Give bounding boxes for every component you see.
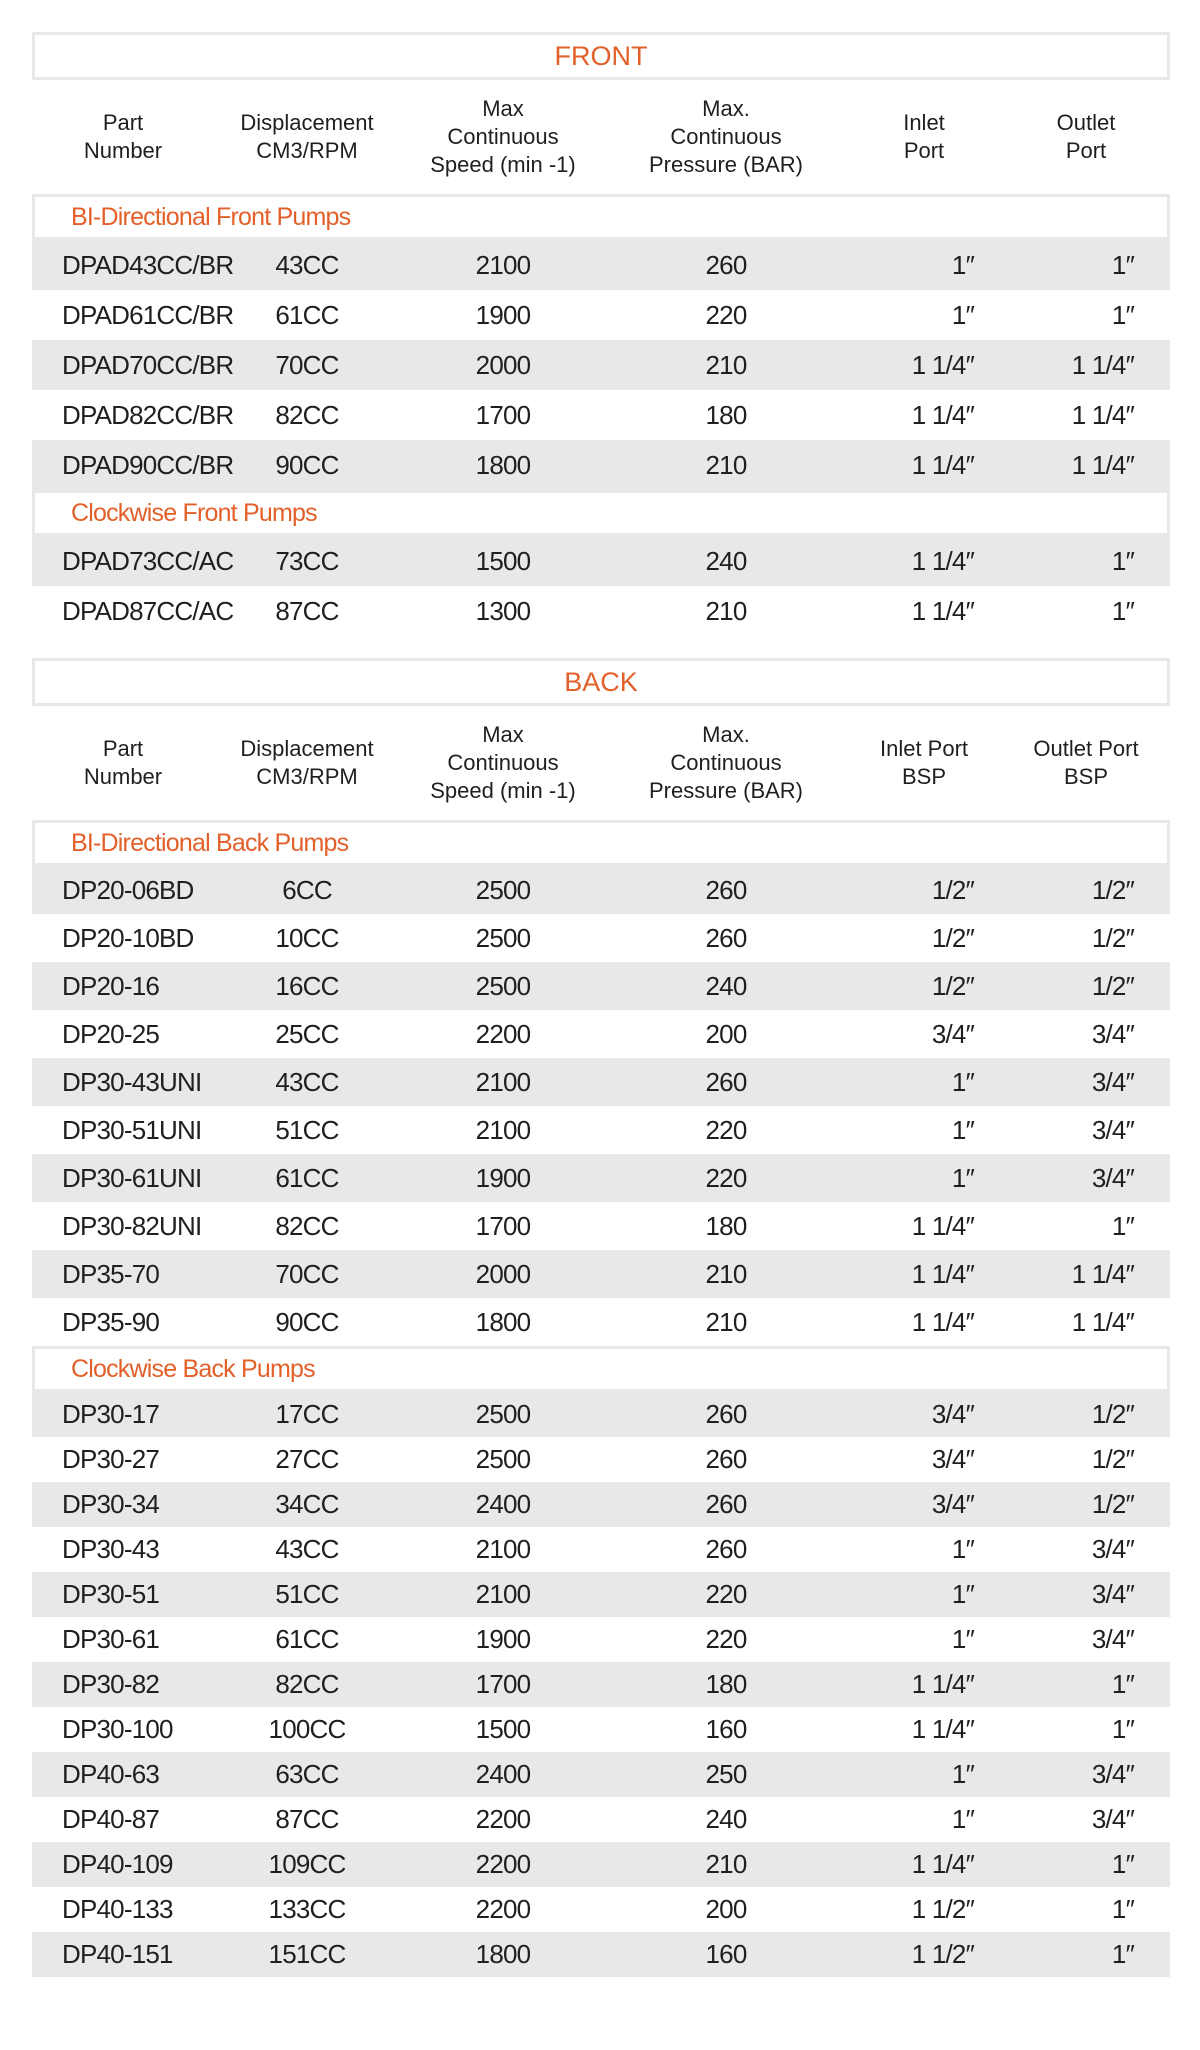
table-cell: 210 [705,1849,747,1879]
table-cell: 240 [705,1804,747,1834]
table-cell: 3/4″ [1091,1066,1134,1097]
table-row [32,914,1170,962]
table-cell: 1 1/2″ [911,1939,974,1969]
table-row [32,1202,1170,1250]
table-cell: 27CC [275,1444,339,1474]
table-cell: 260 [705,1444,747,1474]
table-cell: DP30-61 [62,1624,160,1654]
table-cell: DPAD73CC/AC [62,545,234,576]
table-cell: 1″ [1111,545,1134,576]
table-cell: 70CC [275,1258,339,1289]
table-cell: 220 [705,1579,747,1609]
table-cell: 87CC [275,595,339,626]
table-cell: 2400 [475,1759,531,1789]
table-cell: 2400 [475,1489,531,1519]
table-cell: 1 1/4″ [911,595,974,626]
header-cell: Max. Continuous Pressure (BAR) [648,722,804,803]
front-table [32,32,1170,636]
table-row [32,1392,1170,1437]
table-cell: 1 1/4″ [1071,449,1134,480]
table-cell: 2000 [475,1258,531,1289]
table-cell: 61CC [275,1624,339,1654]
table-cell: 61CC [275,299,339,330]
table-cell: 1″ [1111,1714,1134,1744]
table-cell: 1/2″ [931,970,974,1001]
table-cell: 260 [705,249,747,280]
table-cell: 3/4″ [931,1018,974,1049]
table-cell: 82CC [275,399,339,430]
table-cell: 1″ [951,1534,974,1564]
table-row [32,1010,1170,1058]
table-cell: 25CC [275,1018,339,1049]
table-cell: 2100 [475,1066,531,1097]
table-cell: 1″ [1111,1939,1134,1969]
table-cell: 1″ [951,249,974,280]
table-cell: DPAD70CC/BR [62,349,234,380]
table-row [32,390,1170,440]
table-cell: 160 [705,1939,747,1969]
table-cell: 1 1/4″ [911,1210,974,1241]
table-cell: DP20-25 [62,1018,160,1049]
table-cell: 1/2″ [1091,1399,1134,1429]
table-cell: 210 [705,449,747,480]
table-cell: 240 [705,970,747,1001]
table-row [32,1707,1170,1752]
table-cell: 1700 [475,1210,531,1241]
table-cell: DP40-151 [62,1939,173,1969]
table-cell: 2100 [475,1579,531,1609]
table-cell: 260 [705,1066,747,1097]
table-cell: 260 [705,1489,747,1519]
table-cell: 1/2″ [931,874,974,905]
table-cell: 1800 [475,449,531,480]
table-cell: DP35-90 [62,1306,160,1337]
table-cell: 43CC [275,249,339,280]
table-row [32,1250,1170,1298]
table-cell: 51CC [275,1114,339,1145]
header-cell: Max Continuous Speed (min -1) [430,96,576,177]
table-cell: 151CC [268,1939,346,1969]
table-cell: 1 1/4″ [911,1306,974,1337]
table-cell: 90CC [275,449,339,480]
table-body [32,1392,1170,1977]
table-cell: 1″ [1111,1210,1134,1241]
table-row [32,290,1170,340]
table-cell: 260 [705,1534,747,1564]
header-cell: Displacement CM3/RPM [240,736,374,789]
header-cell: Displacement CM3/RPM [240,110,374,163]
table-cell: 1900 [475,1162,531,1193]
section-title: BI-Directional Front Pumps [32,194,1170,240]
table-cell: 1″ [951,1579,974,1609]
table-cell: 1 1/4″ [1071,349,1134,380]
table-cell: 1″ [951,1804,974,1834]
table-cell: 2200 [475,1018,531,1049]
header-cell: Outlet Port [1056,110,1116,163]
table-cell: 1″ [1111,1849,1134,1879]
table-cell: 210 [705,1306,747,1337]
table-cell: 220 [705,1624,747,1654]
table-cell: 1/2″ [1091,1444,1134,1474]
header-row [32,706,1170,820]
table-cell: 3/4″ [931,1399,974,1429]
table-cell: 100CC [268,1714,346,1744]
table-cell: 1/2″ [1091,970,1134,1001]
table-cell: 1500 [475,545,531,576]
table-cell: 1 1/4″ [1071,1258,1134,1289]
table-cell: 1 1/4″ [911,349,974,380]
table-row [32,1617,1170,1662]
table-row [32,340,1170,390]
table-cell: 3/4″ [931,1444,974,1474]
table-cell: DP30-27 [62,1444,160,1474]
table-cell: DP30-43UNI [62,1066,202,1097]
table-cell: 250 [705,1759,747,1789]
table-row [32,240,1170,290]
table-body [32,536,1170,636]
table-cell: DPAD87CC/AC [62,595,234,626]
table-cell: 180 [705,399,747,430]
table-cell: 1 1/4″ [911,1258,974,1289]
table-cell: 240 [705,545,747,576]
header-cell: Part Number [83,110,163,163]
table-cell: 17CC [275,1399,339,1429]
table-cell: 3/4″ [1091,1579,1134,1609]
table-cell: 70CC [275,349,339,380]
table-cell: 3/4″ [1091,1624,1134,1654]
table-row [32,1932,1170,1977]
table-row [32,962,1170,1010]
table-row [32,1572,1170,1617]
table-cell: 1 1/4″ [911,1714,974,1744]
table-cell: 210 [705,595,747,626]
table-cell: 1″ [1111,1894,1134,1924]
table-row [32,1527,1170,1572]
header-cell: Part Number [83,736,163,789]
table-cell: 1 1/4″ [1071,399,1134,430]
table-row [32,1058,1170,1106]
table-cell: 2100 [475,1534,531,1564]
header-cell: Inlet Port [903,110,945,163]
table-cell: 160 [705,1714,747,1744]
table-cell: 1800 [475,1939,531,1969]
table-cell: DP30-61UNI [62,1162,202,1193]
table-cell: 1″ [1111,1669,1134,1699]
table-cell: 2500 [475,1399,531,1429]
table-cell: 1″ [951,1624,974,1654]
section-title: Clockwise Back Pumps [32,1346,1170,1392]
table-cell: DP30-34 [62,1489,160,1519]
table-body [32,240,1170,490]
table-cell: 1/2″ [1091,1489,1134,1519]
table-cell: 2500 [475,1444,531,1474]
table-cell: 1″ [951,299,974,330]
table-cell: 180 [705,1210,747,1241]
table-cell: DP30-43 [62,1534,160,1564]
table-cell: 82CC [275,1669,339,1699]
table-cell: 2200 [475,1894,531,1924]
table-cell: 1700 [475,1669,531,1699]
table-cell: 200 [705,1894,747,1924]
table-cell: 1″ [1111,299,1134,330]
table-cell: DP30-82UNI [62,1210,202,1241]
table-cell: 3/4″ [1091,1534,1134,1564]
table-cell: DPAD43CC/BR [62,249,234,280]
table-cell: 1/2″ [1091,922,1134,953]
table-cell: 3/4″ [931,1489,974,1519]
table-row [32,866,1170,914]
table-cell: 1700 [475,399,531,430]
table-title: BACK [32,658,1170,706]
table-cell: 82CC [275,1210,339,1241]
table-cell: DP20-16 [62,970,160,1001]
section-title: BI-Directional Back Pumps [32,820,1170,866]
table-cell: DP40-133 [62,1894,173,1924]
table-cell: 1800 [475,1306,531,1337]
table-row [32,1106,1170,1154]
table-cell: 1″ [951,1114,974,1145]
table-cell: 3/4″ [1091,1162,1134,1193]
table-cell: 1″ [951,1162,974,1193]
table-cell: 1300 [475,595,531,626]
table-cell: 1 1/4″ [1071,1306,1134,1337]
table-cell: 51CC [275,1579,339,1609]
table-row [32,440,1170,490]
table-row [32,1298,1170,1346]
table-cell: 180 [705,1669,747,1699]
table-cell: 1″ [1111,595,1134,626]
table-cell: DP40-109 [62,1849,173,1879]
table-cell: 1 1/4″ [911,545,974,576]
table-cell: 1500 [475,1714,531,1744]
table-cell: 2200 [475,1849,531,1879]
table-cell: 43CC [275,1066,339,1097]
table-cell: DP40-63 [62,1759,160,1789]
table-cell: DP30-82 [62,1669,160,1699]
table-cell: 43CC [275,1534,339,1564]
table-cell: 1/2″ [1091,874,1134,905]
table-cell: DP30-51UNI [62,1114,202,1145]
table-cell: 1 1/4″ [911,1669,974,1699]
table-cell: DPAD82CC/BR [62,399,234,430]
table-cell: DP30-100 [62,1714,173,1744]
table-cell: 2500 [475,970,531,1001]
table-cell: DP35-70 [62,1258,160,1289]
table-cell: 1900 [475,1624,531,1654]
table-cell: 1″ [1111,249,1134,280]
table-cell: 210 [705,1258,747,1289]
table-cell: DPAD61CC/BR [62,299,234,330]
header-cell: Max Continuous Speed (min -1) [430,722,576,803]
table-row [32,1842,1170,1887]
table-cell: 63CC [275,1759,339,1789]
table-cell: 16CC [275,970,339,1001]
table-row [32,1154,1170,1202]
table-cell: DPAD90CC/BR [62,449,234,480]
table-cell: 73CC [275,545,339,576]
table-body [32,866,1170,1346]
table-cell: 10CC [275,922,339,953]
table-cell: 87CC [275,1804,339,1834]
table-cell: 2500 [475,922,531,953]
table-cell: 90CC [275,1306,339,1337]
table-cell: 260 [705,874,747,905]
table-cell: 220 [705,1114,747,1145]
table-cell: DP30-51 [62,1579,160,1609]
table-cell: 2100 [475,1114,531,1145]
table-cell: 210 [705,349,747,380]
header-row [32,80,1170,194]
header-cell: Inlet Port BSP [879,736,969,789]
table-cell: 1 1/4″ [911,449,974,480]
section-title: Clockwise Front Pumps [32,490,1170,536]
table-row [32,1482,1170,1527]
table-cell: 109CC [268,1849,346,1879]
table-row [32,1797,1170,1842]
table-row [32,536,1170,586]
header-cell: Max. Continuous Pressure (BAR) [648,96,804,177]
table-cell: 1 1/2″ [911,1894,974,1924]
table-cell: 2200 [475,1804,531,1834]
table-cell: 1 1/4″ [911,1849,974,1879]
table-row [32,1437,1170,1482]
table-cell: 3/4″ [1091,1018,1134,1049]
table-cell: 2000 [475,349,531,380]
table-cell: 1″ [951,1066,974,1097]
table-cell: 1/2″ [931,922,974,953]
table-cell: 260 [705,1399,747,1429]
table-row [32,1752,1170,1797]
table-cell: DP20-10BD [62,922,194,953]
table-cell: 133CC [268,1894,346,1924]
table-cell: 2100 [475,249,531,280]
table-cell: 6CC [282,874,332,905]
table-row [32,586,1170,636]
back-table [32,658,1170,1977]
table-cell: 3/4″ [1091,1759,1134,1789]
table-cell: 2500 [475,874,531,905]
table-cell: 1″ [951,1759,974,1789]
table-cell: DP30-17 [62,1399,160,1429]
table-title: FRONT [32,32,1170,80]
table-cell: 1 1/4″ [911,399,974,430]
table-row [32,1662,1170,1707]
table-cell: 260 [705,922,747,953]
table-cell: DP20-06BD [62,874,194,905]
table-cell: 1900 [475,299,531,330]
header-cell: Outlet Port BSP [1033,736,1139,789]
table-cell: 3/4″ [1091,1804,1134,1834]
table-cell: DP40-87 [62,1804,160,1834]
table-cell: 34CC [275,1489,339,1519]
table-row [32,1887,1170,1932]
table-cell: 3/4″ [1091,1114,1134,1145]
table-cell: 61CC [275,1162,339,1193]
table-cell: 200 [705,1018,747,1049]
table-cell: 220 [705,299,747,330]
table-cell: 220 [705,1162,747,1193]
